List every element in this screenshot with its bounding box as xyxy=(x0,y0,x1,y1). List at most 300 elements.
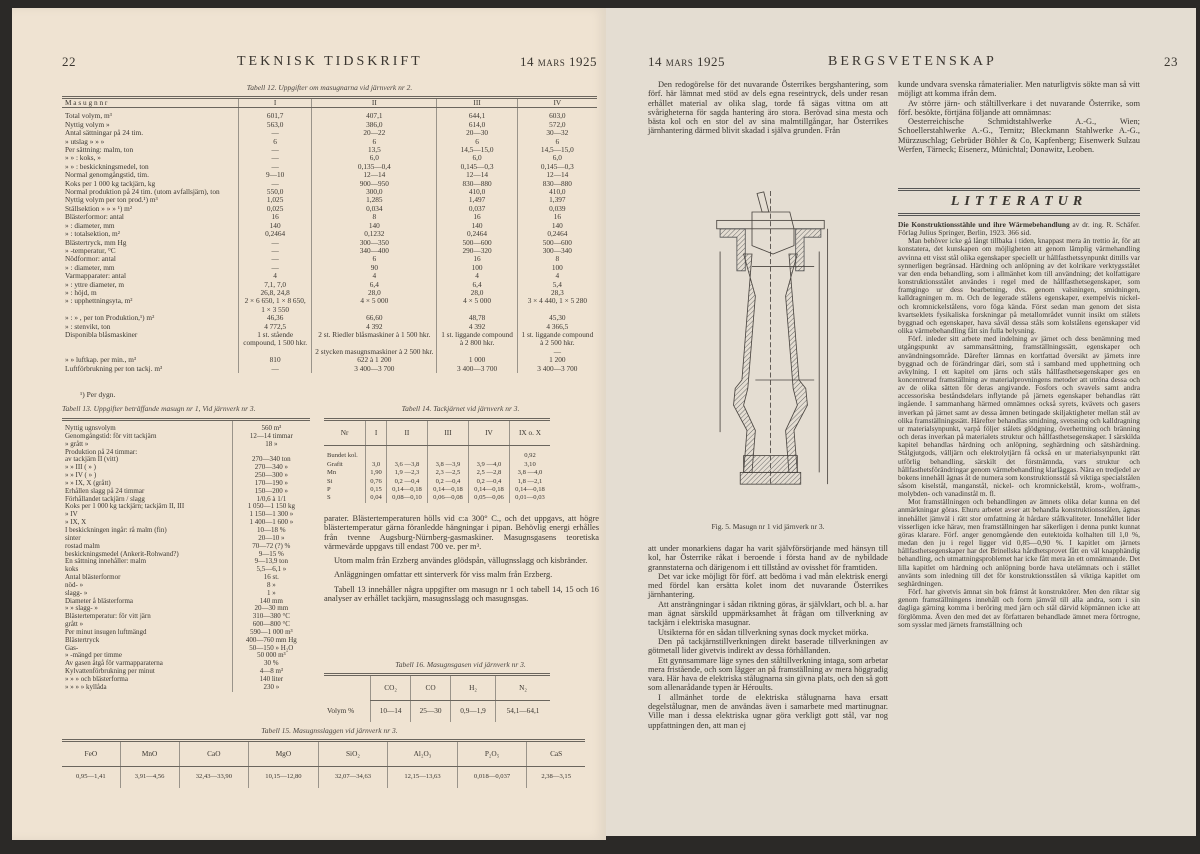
cell-value: 6 xyxy=(437,138,517,146)
column-header: II xyxy=(312,98,437,108)
table15-caption: Tabell 15. Masugnsslaggen vid järnverk nr 3. xyxy=(261,726,398,735)
table13-caption: Tabell 13. Uppgifter beträffande masugn nr 1, Vid järnverk nr 3. xyxy=(62,404,256,413)
cell-value: 28,3 xyxy=(517,289,597,297)
cell-value: 2,3 —2,5 xyxy=(427,469,468,477)
cell-value: 8 xyxy=(517,255,597,263)
cell-value: 48,78 xyxy=(437,314,517,322)
book-review xyxy=(898,221,1140,629)
cell-value: 300,0 xyxy=(312,188,437,196)
cell-value: 6,0 xyxy=(312,154,437,162)
row-label: Normal produktion på 24 tim. (utom avfallsjärn), ton xyxy=(65,187,220,197)
cell-value: 6,4 xyxy=(312,281,437,289)
paragraph: Förf. inleder sitt arbete med indelning av järnet och dess benämning med utgångspunkt av sammansättning, framställningssätt, egenskaper och användningsområde. Därefter lämnas en kortfattad översikt av järnets inre byggnad och de förändringar däri, som stå i samband med upphettning och avkylning. I ett kapitel om järns och ståls hållfasthetsegenskaper ges en koncentrerad framställning av materialprovningens metoder att utröna dessa och av de olika sätten för deras angivande. Fosfors och svavels samt andra accessoriska beståndsdelars inflytande på järnets egenskaper behandlas rätt ingående. I sammanhang härmed omnämnes också syrets, kvävets och gasers inverkan på järnet samt av dessa ämnen betingade skiljaktigheter mellan stål av olika framställningssätt. Härefter behandlas smidning, svetsning och kalldragning ur materialsynpunkt, varpå följer stålets glödgning, överhettning och bränning och deras inverkan på materialets struktur och hållfasthetsegenskaper. I särskilda kapitel behandlas härdning och anlöpning, seghärdning och sätshärdning. Stålgjutgods, välljärn och elektrolytjärn få också en ur materialsynpunkt rätt utförlig behandling, särskilt det förstnämnda, vars struktur och hållfasthetsförändringar genom värmebehandling klarläggas. Nära en tredjedel av bokens innehåll ägnas åt de numera som konstruktionsstål så viktiga specialstålen såsom kiselstål, manganstål, nickel- och kromnickelstål, krom-, wolfram-, molybden- och vanadinstål m. fl. xyxy=(898,334,1140,499)
row-label: Produktion på 24 timmar: xyxy=(65,447,138,456)
row-label: Genomgångstid: för vitt tackjärn xyxy=(65,431,157,440)
paragraph: Man behöver icke gå långt tillbaka i tiden, knappast mera än trettio år, för att konstatera, det kunskapen om möjligheten att genom lämplig värmehandling avvinna ett visst stål olika egenskaper speciellt ur hållfasthetssynpunkt dittills var synnerligen begränsad. Härdning och anlöpning av det kolrikare verktygsstålet var den enda behandling, som i allmänhet kom till användning; det kolfattigare konstruktionsstålet användes i regel med de hållfasthetsegenskaper, som framgingo ur dess bearbetning, dvs. genom valsningen, smidningen, kalldragningen m. m. Och de legerade stålens egenskaper, exempelvis nickel- och kromnickelstålens, voro föga kända. Först sedan man genom det sista kvartseklets fysikaliska forskningar på metallområdet vunnit insikt om stålets byggnad och egenskaper, hava såväl dessa ståls som kolstålens egenskaper vid olika värmebehandling fått sin fulla belysning. xyxy=(898,236,1140,336)
row-label: Diameter å blästerforma xyxy=(65,596,134,605)
cell-value: 170—190 » xyxy=(232,480,310,488)
cell-value: 590—1 000 m³ xyxy=(232,629,310,637)
cell-value: 20—22 xyxy=(312,129,437,137)
cell-value: 20—10 » xyxy=(232,535,310,543)
table12 xyxy=(62,96,597,373)
cell-value: 50—150 » H₂O xyxy=(232,645,310,653)
cell-value: 830—880 xyxy=(517,180,597,188)
row-label: beskickningsmedel (Ankerit-Rohwand?) xyxy=(65,549,179,558)
cell-value: — xyxy=(239,163,312,171)
cell-value: 6,4 xyxy=(437,281,517,289)
row-label: S xyxy=(327,494,331,502)
table-row xyxy=(62,684,310,692)
row-label: Nyttig volym per ton prod.¹) m³ xyxy=(65,195,158,205)
row-label: » -temperatur, °C xyxy=(65,245,116,255)
cell-value: 407,1 xyxy=(312,108,437,121)
blast-furnace-drawing xyxy=(668,158,878,518)
cell-value: 4 × 5 000 xyxy=(312,297,437,314)
cell-value: 3,10 xyxy=(509,461,550,469)
column-header: IV xyxy=(468,420,509,446)
table-row xyxy=(324,701,550,722)
row-label: Kylvattenförbrukning per minut xyxy=(65,667,155,676)
cell-value xyxy=(427,446,468,461)
row-label: Blästertryck xyxy=(65,635,100,644)
cell-value: 8 » xyxy=(232,582,310,590)
column-header: MgO xyxy=(249,741,319,767)
cell-value: 32,07—34,63 xyxy=(318,767,388,788)
cell-value: — xyxy=(239,180,312,188)
row-label: » : stenvikt, ton xyxy=(65,321,111,331)
row-label: grått » xyxy=(65,620,84,629)
cell-value: 25—30 xyxy=(411,701,451,722)
row-label: slagg- » xyxy=(65,588,88,597)
cell-value: 0,2464 xyxy=(437,230,517,238)
row-label: P xyxy=(327,486,331,494)
cell-value: 0,06—0,08 xyxy=(427,494,468,502)
cell-value: 0,145—0,3 xyxy=(517,163,597,171)
cell-value: 0,039 xyxy=(517,205,597,213)
page-number: 23 xyxy=(1164,54,1178,69)
cell-value: 1/0,6 à 1/1 xyxy=(232,496,310,504)
row-label: Förhållandet tackjärn / slagg xyxy=(65,494,145,503)
row-label: » : totalsektion, m² xyxy=(65,229,120,239)
cell-value: 0,14—0,18 xyxy=(427,486,468,494)
cell-value: 0,034 xyxy=(312,205,437,213)
row-label: » : diameter, mm xyxy=(65,220,115,230)
cell-value: 2,38—3,15 xyxy=(527,767,585,788)
cell-value: 0,2 —0,4 xyxy=(468,478,509,486)
paragraph: Oesterreichische Schmidtstahlwerke A.-G., Wien; Schoellerstahlwerke A.-G., Ternitz; Bleckmann Stahlwerke A.-G., Mürzzuschlag; Gebrüder Böhler & Co, Kapfenberg; Eisenwerk Sulzau Werfen, Tärneck; Eisenerz, Münichtal; Donawitz, Leoben. xyxy=(898,117,1140,155)
cell-value: 0,018—0,037 xyxy=(457,767,527,788)
cell-value: 13,5 xyxy=(312,146,437,154)
paragraph: Det var icke möjligt för förf. att bedöma i vad mån elektrisk energi med fördel kan ersätta kolet inom det nuvarande Österrikes järnhantering. xyxy=(648,571,888,600)
book-title: Die Konstruktionsstähle und ihre Wärmebehandlung xyxy=(898,220,1070,229)
issue-date: 14 mars 1925 xyxy=(648,54,726,69)
cell-value: 12—14 xyxy=(517,171,597,179)
cell-value: 6 xyxy=(239,138,312,146)
paragraph: Mot framställningen och behandlingen av ämnets olika delar kunna en del anmärkningar göras. Ehuru arbetet avser att behandla konstruktionsstålen, ägnas innehållet jämväl i rätt stor omfattning åt hårdare stålkvaliteter. Innehållet lider visserligen icke härav, men framställningen har säkerligen i denna punkt kunnat göras klarare. Förf. anger genomgående den eutektoida kolhalten till 1,0 %, medan den ju i regel ligger vid 0,85—0,90 %. I kapitlet om järnets hållfasthetsegenskaper har det Brinellska hårdhetsprovet fått en väl knapphändig behandling, och utmattningsproblemet har icke fått mera än ett omnämnande. Det lilla kapitlet om härdning och anlöpning borde hava utelämnats och i stället använts som inledning till det för konstruktionsstålen så viktiga kapitlet om seghärdningen. xyxy=(898,497,1140,588)
table14-caption: Tabell 14. Tackjärnet vid järnverk nr 3. xyxy=(401,404,520,413)
table-row xyxy=(62,138,597,146)
journal-title: TEKNISK TIDSKRIFT xyxy=(237,54,423,69)
table16 xyxy=(324,673,550,722)
column-header xyxy=(324,675,371,701)
cell-value: 12—14 xyxy=(312,171,437,179)
table-row xyxy=(62,365,597,373)
row-label: I beskickningen ingår: rå malm (fin) xyxy=(65,525,167,534)
cell-value: 1,497 xyxy=(437,196,517,204)
cell-value: 1,397 xyxy=(517,196,597,204)
cell-value: 6 xyxy=(517,138,597,146)
column-header: H₂ xyxy=(451,675,496,701)
cell-value: 140 xyxy=(312,222,437,230)
cell-value: 8 xyxy=(312,213,437,221)
cell-value: 340—400 xyxy=(312,247,437,255)
cell-value: 5,5—6,1 » xyxy=(232,566,310,574)
cell-value: 810 xyxy=(239,356,312,364)
cell-value: 10,15—12,80 xyxy=(249,767,319,788)
paragraph: Förf. har givetvis ämnat sin bok främst åt konstruktörer. Men den riktar sig genom framställningens innehåll och form jämväl till alla andra, som i sin dagliga gärning komma i beröring med järn och stål därvid köpmännen icke att förglömma. Även den med det av författaren behandlade ämnet mera förtrogne, som sysslar med järnets framställning och xyxy=(898,587,1140,629)
cell-value: 1,8 —2,1 xyxy=(509,478,550,486)
cell-value: 0,2 —0,4 xyxy=(427,478,468,486)
journal-title: BERGSVETENSKAP xyxy=(828,54,997,69)
cell-value: 601,7 xyxy=(239,108,312,121)
column-header: CO₂ xyxy=(371,675,411,701)
cell-value: 14,5—15,0 xyxy=(437,146,517,154)
table-row xyxy=(62,205,597,213)
paragraph: att under monarkiens dagar ha varit självförsörjande med hänsyn till kol, har Österrike råkat i beroende i första hand av de nybildade grannstaterna och därigenom i ett tillstånd av ovisshet för framtiden. xyxy=(648,544,888,572)
table-row xyxy=(62,213,597,221)
cell-value: 4 xyxy=(239,272,312,280)
cell-value: 140 liter xyxy=(232,676,310,684)
right-col2-top xyxy=(898,80,1140,154)
cell-value: 1 000 xyxy=(437,356,517,364)
cell-value: 16 xyxy=(437,213,517,221)
cell-value: 6,0 xyxy=(437,154,517,162)
table-row xyxy=(62,272,597,280)
cell-value: 0,05—0,06 xyxy=(468,494,509,502)
table-row xyxy=(62,314,597,322)
row-label: » -mängd per timme xyxy=(65,651,122,660)
row-label: nöd- » xyxy=(65,580,84,589)
cell-value: 28,0 xyxy=(312,289,437,297)
cell-value: 230 » xyxy=(232,684,310,692)
paragraph: Den redogörelse för det nuvarande Österrikes bergshantering, som förf. här lämnat med stöd av dels egna reseintryck, dels under resan erhållet material av olika slag, torde få sägas vittna om att svårigheterna för sagda hantering äro stora. Berövad sina mesta och bästa kol och en stor del av sina malmtillgångar, har Österrikes järnhantering därmed blivit skadad i själva grunden. Från xyxy=(648,80,888,136)
table-row xyxy=(62,420,310,433)
cell-value: 2 stycken masugnsmaskiner à 2 500 hkr. xyxy=(312,348,437,356)
cell-value: 45,30 xyxy=(517,314,597,322)
table-row xyxy=(62,239,597,247)
paragraph: Den på tackjärnstillverkningen direkt baserade tillverkningen av götmetall lider givetvis indirekt av dessa förhållanden. xyxy=(648,636,888,656)
cell-value: 12—14 xyxy=(437,171,517,179)
table-row xyxy=(62,264,597,272)
table-header-row xyxy=(324,675,550,701)
cell-value: 16 xyxy=(239,213,312,221)
table15 xyxy=(62,739,585,788)
cell-value: 16 xyxy=(437,255,517,263)
cell-value: 900—950 xyxy=(312,180,437,188)
cell-value: 1,90 xyxy=(366,469,387,477)
cell-value: 1 200 xyxy=(517,356,597,364)
cell-value: 300—350 xyxy=(312,239,437,247)
cell-value: 0,2464 xyxy=(517,230,597,238)
cell-value: 3 × 4 440, 1 × 5 280 xyxy=(517,297,597,314)
cell-value: 0,95—1,41 xyxy=(75,773,106,781)
cell-value: 0,04 xyxy=(366,494,387,502)
cell-value: 500—600 xyxy=(437,239,517,247)
paragraph: Utom malm från Erzberg användes glödspån, vällugnsslagg och kisbränder. xyxy=(334,556,588,566)
row-label: rostad malm xyxy=(65,541,100,550)
cell-value: 0,14—0,18 xyxy=(509,486,550,494)
cell-value: — xyxy=(239,154,312,162)
cell-value: 2 × 6 650, 1 × 8 650, 1 × 3 550 xyxy=(239,297,312,314)
review-heading xyxy=(898,221,1140,237)
table-row xyxy=(62,297,597,314)
cell-value: 830—880 xyxy=(437,180,517,188)
cell-value: 0,037 xyxy=(437,205,517,213)
column-header: IV xyxy=(517,98,597,108)
row-label: Total volym, m³ xyxy=(65,111,112,121)
book-meta: av dr. ing. R. Schäfer. Förlag Julius Springer, Berlin, 1923. 366 sid. xyxy=(898,220,1140,238)
paragraph: Ett gynnsammare läge synes den ståltillverkning intaga, som arbetar mera fristående, och som lägger an på framställning av mera höggradig vara. Här hava de elektriska stålugnarna sin givna plats, och den så gott som allenarådande typen är Héroults. xyxy=(648,655,888,693)
table-header-row xyxy=(62,741,585,767)
paragraph: Att ansträngningar i sådan riktning göras, är självklart, och bl. a. har man ägnat särskild uppmärksamhet åt frågan om tillverkning av tackjärn i elektriska masugnar. xyxy=(648,599,888,628)
cell-value: 386,0 xyxy=(312,121,437,129)
column-header: SiO₂ xyxy=(318,741,388,767)
paragraph: parater. Blästertemperaturen hölls vid c:a 300° C., och det uppgavs, att högre blästertemperatur gärna föranledde hängningar i pipan. Behövlig energi erhålles från tvenne Augsburg-Nürnberg-gasmaskiner. Masugnsgasens teoretiska värmevärde uppgavs till endast 700 ve. per m³. xyxy=(324,514,599,551)
table-row xyxy=(62,281,597,289)
table-row xyxy=(62,230,597,238)
cell-value: 100 xyxy=(437,264,517,272)
cell-value: 32,43—33,90 xyxy=(179,767,249,788)
cell-value: — xyxy=(239,129,312,137)
row-label: » » » » kyllåda xyxy=(65,682,107,691)
row-label: » » : beskickningsmedel, ton xyxy=(65,161,149,171)
cell-value: 20—30 xyxy=(437,129,517,137)
page-number: 22 xyxy=(62,54,76,69)
cell-value: 18 » xyxy=(232,441,310,449)
cell-value: 1 st. liggande compound à 2 500 hkr. xyxy=(517,331,597,348)
left-body-text xyxy=(324,514,599,608)
cell-value: — xyxy=(239,239,312,247)
row-label: Erhållen slagg på 24 timmar xyxy=(65,486,145,495)
table-row xyxy=(62,146,597,154)
row-label: Mn xyxy=(327,469,337,477)
row-label: Disponibla blåsmaskiner xyxy=(65,329,138,339)
table-row xyxy=(324,486,550,494)
cell-value: 28,0 xyxy=(437,289,517,297)
table-row xyxy=(62,289,597,297)
cell-value: 4 392 xyxy=(312,323,437,331)
table12-footnote: ¹) Per dygn. xyxy=(80,390,116,399)
table-row xyxy=(62,196,597,204)
row-label: Blästerformor: antal xyxy=(65,212,124,222)
cell-value: 4 xyxy=(437,272,517,280)
cell-value: 560 m³ xyxy=(232,420,310,433)
cell-value: — xyxy=(239,264,312,272)
column-header: I xyxy=(239,98,312,108)
cell-value: 3,8 —3,9 xyxy=(427,461,468,469)
cell-value: 603,0 xyxy=(517,108,597,121)
cell-value: 0,9—1,9 xyxy=(451,701,496,722)
row-label: Per minut insugen luftmängd xyxy=(65,627,147,636)
row-label: Si xyxy=(327,477,333,485)
figure-caption: Fig. 5. Masugn nr 1 vid järnverk nr 3. xyxy=(711,522,825,531)
row-label: Normal genomgångstid, tim. xyxy=(65,170,149,180)
paragraph: Utsikterna för en sådan tillverkning synas dock mycket mörka. xyxy=(658,627,869,637)
cell-value: 572,0 xyxy=(517,121,597,129)
cell-value: 7,1, 7,0 xyxy=(239,281,312,289)
column-header: I xyxy=(366,420,387,446)
cell-value: 0,1232 xyxy=(312,230,437,238)
cell-value: 0,14—0,18 xyxy=(386,486,427,494)
table-row xyxy=(62,348,597,356)
row-label: » : höjd, m xyxy=(65,287,97,297)
cell-value: 9—13,9 ton xyxy=(232,558,310,566)
column-header: CaO xyxy=(179,741,249,767)
table14 xyxy=(324,418,550,503)
issue-date: 14 mars 1925 xyxy=(519,54,597,69)
cell-value: 6 xyxy=(312,255,437,263)
row-label: Nyttig volym » xyxy=(65,119,110,129)
cell-value: 140 xyxy=(437,222,517,230)
row-label: Antal sättningar på 24 tim. xyxy=(65,128,144,138)
cell-value: 550,0 xyxy=(239,188,312,196)
row-label: » : diameter, mm xyxy=(65,262,115,272)
row-label: » » slagg- » xyxy=(65,604,98,613)
cell-value: 0,01—0,03 xyxy=(509,494,550,502)
cell-value: 6 xyxy=(312,138,437,146)
row-label: » IX, X xyxy=(65,518,87,527)
column-header: III xyxy=(427,420,468,446)
cell-value: 4 xyxy=(517,272,597,280)
cell-value: 0,135—0,4 xyxy=(312,163,437,171)
cell-value: 3 400—3 700 xyxy=(312,365,437,373)
row-label: En sättning innehåller: malm xyxy=(65,557,147,566)
row-label: Grafit xyxy=(327,460,343,468)
row-label: Varmapparater: antal xyxy=(65,271,126,281)
column-header: Nr xyxy=(324,420,366,446)
table-row xyxy=(324,494,550,502)
cell-value: 270—340 ton xyxy=(232,456,310,464)
cell-value: 410,0 xyxy=(437,188,517,196)
row-label: sinter xyxy=(65,533,81,542)
cell-value: 614,0 xyxy=(437,121,517,129)
table-row xyxy=(62,767,585,788)
table12-caption: Tabell 12. Uppgifter om masugnarna vid järnverk nr 2. xyxy=(246,83,413,92)
row-label: Volym % xyxy=(327,705,355,715)
row-label: » » IV ( » ) xyxy=(65,471,97,480)
table-row xyxy=(62,222,597,230)
column-header: Al₂O₃ xyxy=(388,741,458,767)
cell-value: 9—15 % xyxy=(232,551,310,559)
cell-value: 1 st. stående compound, 1 500 hkr. xyxy=(239,331,312,348)
row-label: Bundet kol. xyxy=(327,452,358,460)
row-label: » » IX, X (grått) xyxy=(65,478,111,487)
paragraph: Av större järn- och ståltillverkare i det nuvarande Österrike, som förf. besökte, förtjäna följande att omnämnas: xyxy=(898,98,1140,117)
cell-value: 1 st. liggande compound à 2 800 hkr. xyxy=(437,331,517,348)
cell-value: 3,8 —4,0 xyxy=(509,469,550,477)
cell-value: 0,2 —0,4 xyxy=(386,478,427,486)
row-label: Av gasen åtgå för varmapparaterna xyxy=(65,659,163,668)
paragraph: kunde undvara svenska råmaterialier. Men naturligtvis sökte man så vitt möjligt att komma ifrån dem. xyxy=(898,80,1140,99)
cell-value: 12—14 timmar xyxy=(232,433,310,441)
cell-value: 14,5—15,0 xyxy=(517,146,597,154)
right-col1-bottom xyxy=(648,544,888,730)
cell-value: 30 % xyxy=(232,660,310,668)
cell-value: 0,08—0,10 xyxy=(386,494,427,502)
table-row xyxy=(324,469,550,477)
right-col1-top xyxy=(648,80,888,136)
row-label: » grått » xyxy=(65,439,89,448)
table-row xyxy=(62,129,597,137)
cell-value: 0,025 xyxy=(239,205,312,213)
row-label: Antal blästerformor xyxy=(65,573,121,582)
table-header-row xyxy=(62,98,597,108)
row-label: Blästertemperatur: för vitt järn xyxy=(65,612,151,621)
cell-value: 1,9 —2,3 xyxy=(386,469,427,477)
row-label: » IV xyxy=(65,510,78,519)
cell-value: 46,36 xyxy=(239,314,312,322)
cell-value: 4 772,5 xyxy=(239,323,312,331)
column-header: II xyxy=(386,420,427,446)
column-header: CO xyxy=(411,675,451,701)
cell-value: 100 xyxy=(517,264,597,272)
cell-value: 2 st. Riedler blåsmaskiner à 1 500 hkr. xyxy=(312,331,437,348)
cell-value: 3 400—3 700 xyxy=(517,365,597,373)
cell-value xyxy=(366,446,387,461)
row-label: Nödformor: antal xyxy=(65,254,116,264)
section-title-litteratur: LITTERATUR xyxy=(898,188,1140,216)
column-header: FeO xyxy=(62,741,120,767)
cell-value: 250—300 » xyxy=(232,472,310,480)
table13 xyxy=(62,418,310,692)
row-label: » » » och blästerforma xyxy=(65,675,128,683)
cell-value: 4 366,5 xyxy=(517,323,597,331)
cell-value: 1,285 xyxy=(312,196,437,204)
cell-value: 10—14 xyxy=(371,701,411,722)
cell-value: 400—760 mm Hg xyxy=(232,637,310,645)
cell-value: 3,6 —3,8 xyxy=(386,461,427,469)
cell-value xyxy=(386,446,427,461)
table-row xyxy=(62,108,597,121)
cell-value: 1 400—1 600 » xyxy=(232,519,310,527)
left-page xyxy=(12,8,606,840)
cell-value: 30—32 xyxy=(517,129,597,137)
cell-value: 5,4 xyxy=(517,281,597,289)
column-header: III xyxy=(437,98,517,108)
table-row xyxy=(62,331,597,348)
cell-value: 3,0 xyxy=(366,461,387,469)
row-label: Koks per 1 000 kg tackjärn; tackjärn II, III xyxy=(65,502,185,511)
row-label: » : yttre diameter, m xyxy=(65,279,125,289)
cell-value: 50 000 m³ xyxy=(232,652,310,660)
cell-value: 300—340 xyxy=(517,247,597,255)
paragraph: Anläggningen omfattar ett sinterverk för viss malm från Erzberg. xyxy=(334,570,553,580)
cell-value: 500—600 xyxy=(517,239,597,247)
row-label: Nyttig ugnsvolym xyxy=(62,420,232,433)
table-header-row xyxy=(324,420,550,446)
cell-value: 66,60 xyxy=(312,314,437,322)
row-label: Luftförbrukning per ton tackj. m³ xyxy=(65,363,163,373)
cell-value: 600—800 °C xyxy=(232,621,310,629)
row-label: koks xyxy=(65,565,79,574)
column-header: N₂ xyxy=(496,675,550,701)
cell-value: 2,5 —2,8 xyxy=(468,469,509,477)
cell-value: 310—380 °C xyxy=(232,613,310,621)
cell-value: 644,1 xyxy=(437,108,517,121)
table16-caption: Tabell 16. Masugnsgasen vid järnverk nr 3. xyxy=(395,660,526,669)
cell-value: 1 050—1 150 kg xyxy=(232,503,310,511)
column-header: M a s u g n n r xyxy=(62,98,239,108)
